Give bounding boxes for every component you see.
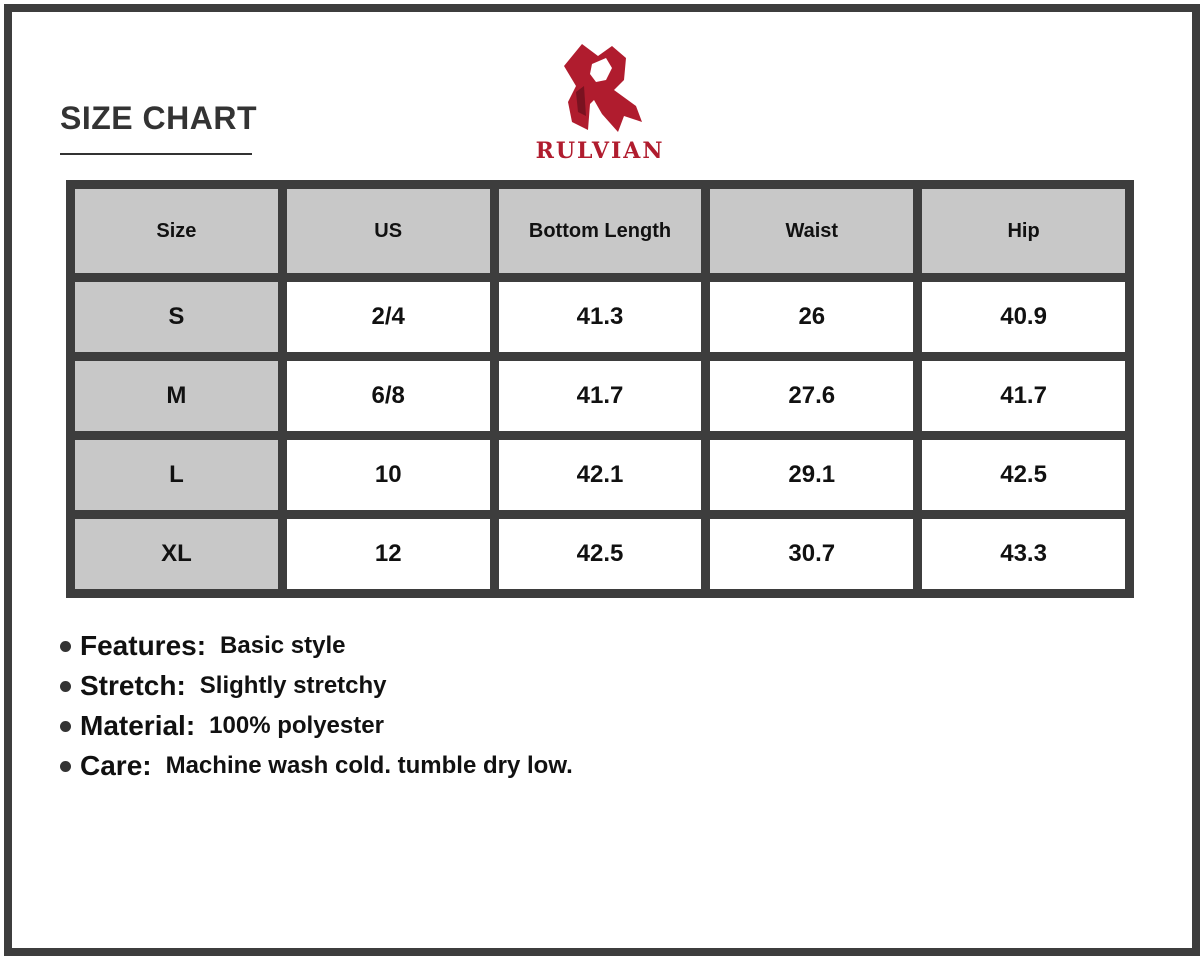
product-details-list xyxy=(60,626,573,786)
table-header-row xyxy=(75,189,1125,273)
page-title: SIZE CHART xyxy=(60,100,257,136)
detail-value: Slightly stretchy xyxy=(199,672,387,699)
table-cell-hip: 41.7 xyxy=(922,361,1125,431)
rulvian-r-logo-icon xyxy=(560,42,644,134)
table-cell-bottom-length: 42.1 xyxy=(499,440,702,510)
list-item xyxy=(60,666,573,706)
table-cell-bottom-length: 42.5 xyxy=(499,519,702,589)
table-row xyxy=(75,519,1125,589)
table-cell-waist: 29.1 xyxy=(710,440,913,510)
table-cell-waist: 27.6 xyxy=(710,361,913,431)
size-table xyxy=(66,180,1134,598)
bullet-icon xyxy=(60,761,71,772)
table-cell-us: 12 xyxy=(287,519,490,589)
detail-value: 100% polyester xyxy=(209,712,384,739)
table-cell-us: 6/8 xyxy=(287,361,490,431)
bullet-icon xyxy=(60,721,71,732)
list-item xyxy=(60,626,573,666)
title-underline xyxy=(60,153,252,155)
table-cell-hip: 43.3 xyxy=(922,519,1125,589)
list-item xyxy=(60,706,573,746)
detail-value: Basic style xyxy=(220,632,346,659)
table-cell-size: S xyxy=(75,282,278,352)
detail-label: Material: xyxy=(80,710,196,741)
table-cell-hip: 42.5 xyxy=(922,440,1125,510)
table-cell-size: XL xyxy=(75,519,278,589)
detail-value: Machine wash cold. tumble dry low. xyxy=(165,752,573,779)
column-header-waist: Waist xyxy=(710,189,913,273)
brand-logo xyxy=(520,42,680,166)
table-cell-bottom-length: 41.3 xyxy=(499,282,702,352)
detail-label: Features: xyxy=(80,630,207,661)
bullet-icon xyxy=(60,681,71,692)
table-cell-waist: 30.7 xyxy=(710,519,913,589)
table-row xyxy=(75,361,1125,431)
table-cell-waist: 26 xyxy=(710,282,913,352)
brand-name: RULVIAN xyxy=(535,138,665,164)
table-row xyxy=(75,440,1125,510)
column-header-hip: Hip xyxy=(922,189,1125,273)
detail-label: Stretch: xyxy=(80,670,186,701)
column-header-size: Size xyxy=(75,189,278,273)
column-header-bottom-length: Bottom Length xyxy=(499,189,702,273)
detail-label: Care: xyxy=(80,750,152,781)
table-cell-size: L xyxy=(75,440,278,510)
table-cell-size: M xyxy=(75,361,278,431)
column-header-us: US xyxy=(287,189,490,273)
table-cell-hip: 40.9 xyxy=(922,282,1125,352)
table-cell-us: 10 xyxy=(287,440,490,510)
bullet-icon xyxy=(60,641,71,652)
table-row xyxy=(75,282,1125,352)
list-item xyxy=(60,746,573,786)
table-cell-us: 2/4 xyxy=(287,282,490,352)
table-cell-bottom-length: 41.7 xyxy=(499,361,702,431)
